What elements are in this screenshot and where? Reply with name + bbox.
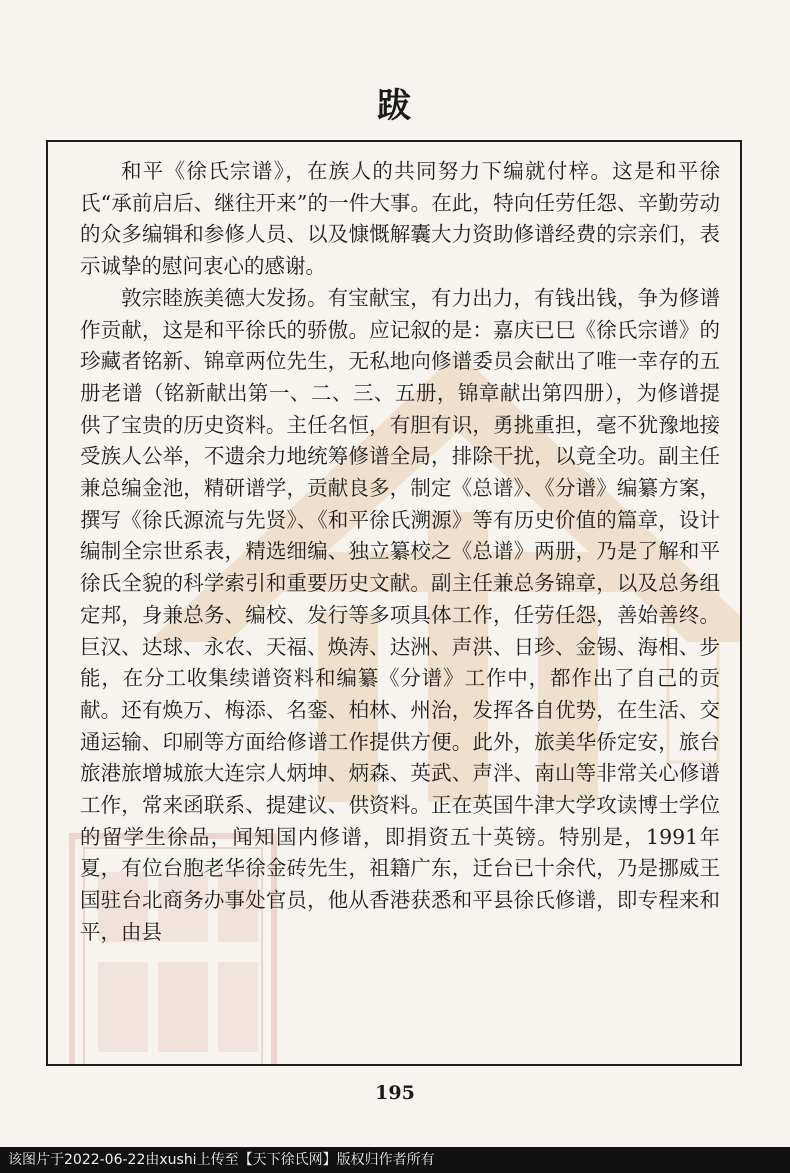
paragraph-2: 敦宗睦族美德大发扬。有宝献宝，有力出力，有钱出钱，争为修谱作贡献，这是和平徐氏的骄傲。应记叙的是：嘉庆已巳《徐氏宗谱》的珍藏者铭新、锦章两位先生，无私地向修谱委员会献出了唯一幸存的五册老谱（铭新献出第一、二、三、五册，锦章献出第四册），为修谱提供了宝贵的历史资料。主任名恒，有胆有识，勇挑重担，毫不犹豫地接受族人公举，不遗余力地统筹修谱全局，排除干扰，以竟全功。副主任兼总编金池，精研谱学，贡献良多，制定《总谱》、《分谱》编纂方案，撰写《徐氏源流与先贤》、《和平徐氏溯源》等有历史价值的篇章，设计编制全宗世系表，精选细编、独立纂校之《总谱》两册，乃是了解和平徐氏全貌的科学索引和重要历史文献。副主任兼总务锦章，以及总务组定邦，身兼总务、编校、发行等多项具体工作，任劳任怨，善始善终。巨汉、达球、永农、天福、焕涛、达洲、声洪、日珍、金锡、海相、步能，在分工收集续谱资料和编纂《分谱》工作中，都作出了自己的贡献。还有焕万、梅添、名銮、柏林、州治，发挥各自优势，在生活、交通运输、印刷等方面给修谱工作提供方便。此外，旅美华侨定安，旅台旅港旅增城旅大连宗人炳坤、炳森、英武、声泮、南山等非常关心修谱工作，常来函联系、提建议、供资料。正在英国牛津大学攻读博士学位的留学生徐品，闻知国内修谱，即捐资五十英镑。特别是，1991年夏，有位台胞老华徐金砖先生，祖籍广东，迁台已十余代，乃是挪威王国驻台北商务办事处官员，他从香港获悉和平县徐氏修谱，即专程来和平，由县	[80, 285, 720, 944]
text-frame	[46, 140, 742, 1066]
paragraph-1: 和平《徐氏宗谱》，在族人的共同努力下编就付梓。这是和平徐氏“承前启后、继往开来”的一件大事。在此，特向任劳任怨、辛勤劳动的众多编辑和参修人员、以及慷慨解囊大力资助修谱经费的宗亲们，表示诚挚的慰问衷心的感谢。	[80, 159, 720, 279]
postscript-body	[80, 156, 720, 949]
page-title: 跋	[377, 86, 413, 126]
upload-watermark-caption: 该图片于2022-06-22由xushi上传至【天下徐氏网】版权归作者所有	[0, 1147, 790, 1173]
page-number: 195	[375, 1082, 415, 1104]
